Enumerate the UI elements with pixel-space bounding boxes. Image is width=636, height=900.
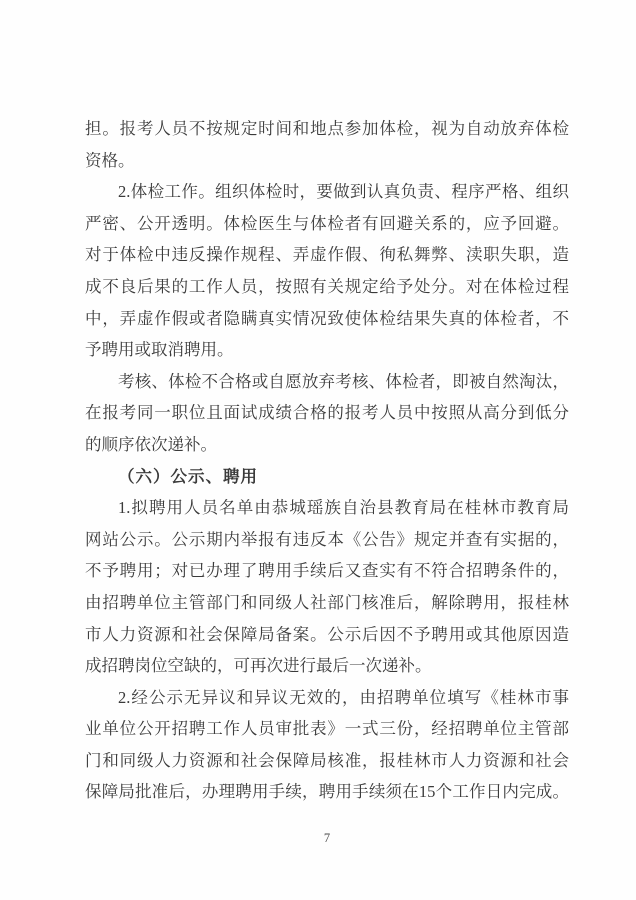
text-line: 担。报考人员不按规定时间和地点参加体检，视为自动放弃体检: [85, 119, 569, 138]
text-line: 成不良后果的工作人员，按照有关规定给予处分。对在体检过程: [85, 276, 569, 296]
text-line: 业单位公开招聘工作人员审批表》一式三份，经招聘单位主管部: [85, 719, 569, 739]
text-line: 2.经公示无异议和异议无效的，由招聘单位填写《桂林市事: [118, 687, 569, 707]
text-line: 考核、体检不合格或自愿放弃考核、体检者，即被自然淘汰，: [118, 371, 569, 391]
text-line: 2.体检工作。组织体检时，要做到认真负责、程序严格、组织: [118, 182, 569, 202]
text-line: 严密、公开透明。体检医生与体检者有回避关系的，应予回避。: [85, 213, 569, 233]
text-line: 中，弄虚作假或者隐瞒真实情况致使体检结果失真的体检者，不: [85, 308, 569, 328]
text-line: 1.拟聘用人员名单由恭城瑶族自治县教育局在桂林市教育局: [118, 498, 569, 518]
text-line: 由招聘单位主管部门和同级人社部门核准后，解除聘用，报桂林: [85, 592, 569, 612]
text-line: 成招聘岗位空缺的，可再次进行最后一次递补。: [85, 656, 432, 676]
text-line: 不予聘用；对已办理了聘用手续后又查实有不符合招聘条件的，: [85, 561, 569, 581]
text-line: 保障局批准后，办理聘用手续，聘用手续须在15个工作日内完成。: [85, 782, 569, 802]
section-heading: （六）公示、聘用: [118, 466, 258, 486]
text-line: 在报考同一职位且面试成绩合格的报考人员中按照从高分到低分: [85, 403, 569, 423]
text-line: 门和同级人力资源和社会保障局核准，报桂林市人力资源和社会: [85, 750, 569, 770]
document-body: [85, 113, 569, 808]
page-number: 7: [323, 831, 331, 845]
text-line: 网站公示。公示期内举报有违反本《公告》规定并查有实据的，: [85, 529, 569, 549]
text-line: 对于体检中违反操作规程、弄虚作假、徇私舞弊、渎职失职，造: [85, 245, 569, 265]
text-line: 的顺序依次递补。: [85, 434, 217, 454]
text-line: 予聘用或取消聘用。: [85, 340, 234, 360]
text-line: 市人力资源和社会保障局备案。公示后因不予聘用或其他原因造: [85, 624, 569, 644]
text-line: 资格。: [85, 150, 135, 170]
